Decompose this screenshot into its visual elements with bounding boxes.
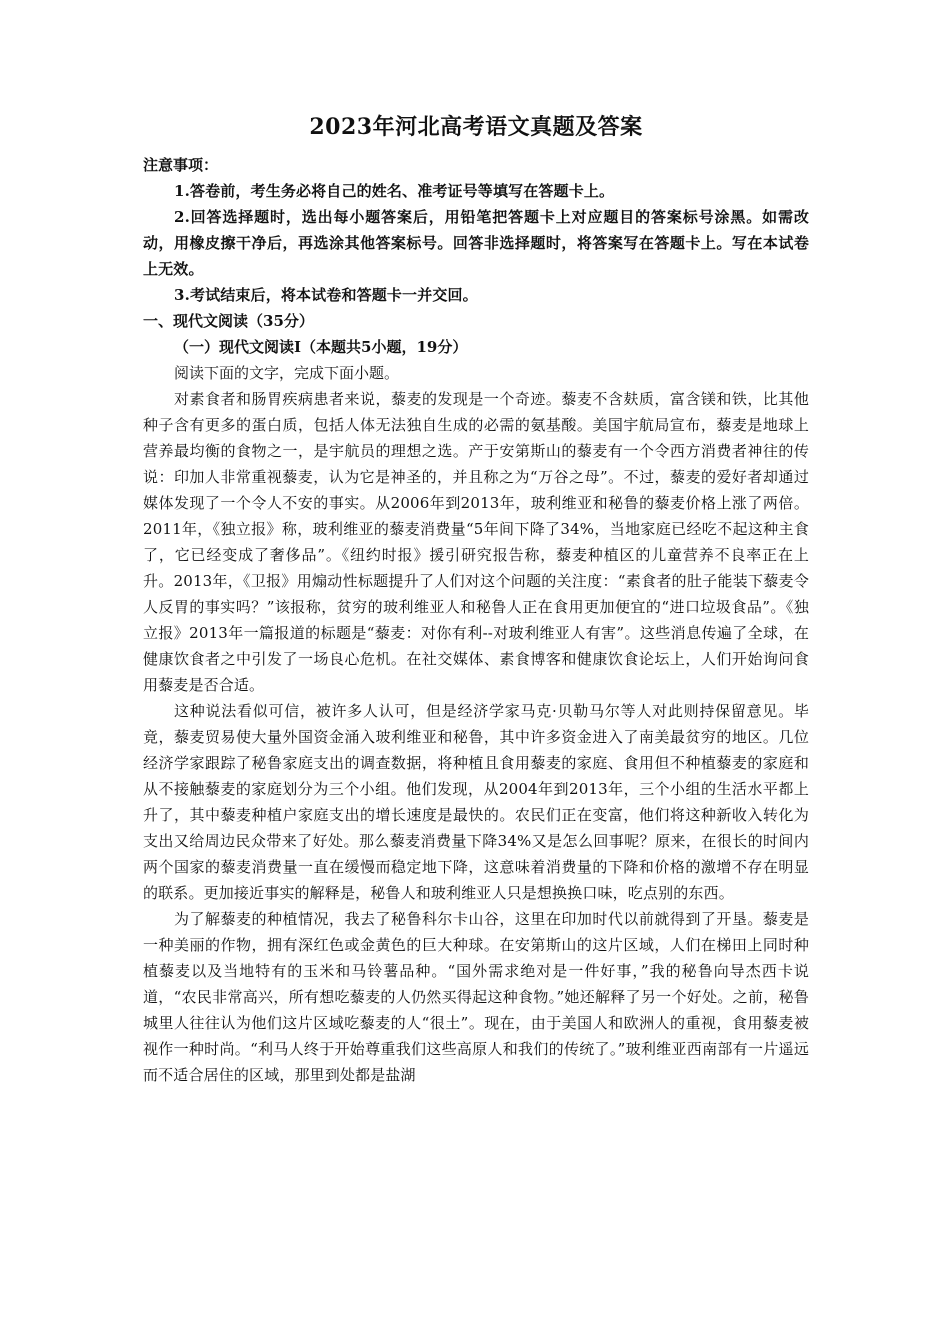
document-page — [143, 112, 809, 1088]
notice-heading: 注意事项： — [143, 156, 219, 174]
reading-instruction: 阅读下面的文字，完成下面小题。 — [174, 364, 400, 382]
passage-paragraph-1: 对素食者和肠胃疾病患者来说，藜麦的发现是一个奇迹。藜麦不含麸质，富含镁和铁，比其他种子含有更多的蛋白质，包括人体无法独自生成的必需的氨基酸。美国宇航局宣布，藜麦是地球上营养最均衡的食物之一，是宇航员的理想之选。产于安第斯山的藜麦有一个令西方消费者神往的传说：印加人非常重视藜麦，认为它是神圣的，并且称之为“万谷之母”。不过，藜麦的爱好者却通过媒体发现了一个令人不安的事实。从2006年到2013年，玻利维亚和秘鲁的藜麦价格上涨了两倍。2011年，《独立报》称，玻利维亚的藜麦消费量“5年间下降了34%，当地家庭已经吃不起这种主食了，它已经变成了奢侈品”。《纽约时报》援引研究报告称，藜麦种植区的儿童营养不良率正在上升。2013年，《卫报》用煽动性标题提升了人们对这个问题的关注度：“素食者的肚子能装下藜麦令人反胃的事实吗？”该报称，贫穷的玻利维亚人和秘鲁人正在食用更加便宜的“进口垃圾食品”。《独立报》2013年一篇报道的标题是“藜麦：对你有利--对玻利维亚人有害”。这些消息传遍了全球，在健康饮食者之中引发了一场良心危机。在社交媒体、素食博客和健康饮食论坛上，人们开始询问食用藜麦是否合适。 — [143, 390, 809, 694]
section-heading: 一、现代文阅读（35分） — [143, 312, 314, 330]
notice-item-2: 2.回答选择题时，选出每小题答案后，用铅笔把答题卡上对应题目的答案标号涂黑。如需改动，用橡皮擦干净后，再选涂其他答案标号。回答非选择题时，将答案写在答题卡上。写在本试卷上无效。 — [143, 208, 809, 278]
document-title: 2023年河北高考语文真题及答案 — [309, 114, 643, 140]
passage-paragraph-2: 这种说法看似可信，被许多人认可，但是经济学家马克·贝勒马尔等人对此则持保留意见。毕竟，藜麦贸易使大量外国资金涌入玻利维亚和秘鲁，其中许多资金进入了南美最贫穷的地区。几位经济学家跟踪了秘鲁家庭支出的调查数据，将种植且食用藜麦的家庭、食用但不种植藜麦的家庭和从不接触藜麦的家庭划分为三个小组。他们发现，从2004年到2013年，三个小组的生活水平都上升了，其中藜麦种植户家庭支出的增长速度是最快的。农民们正在变富，他们将这种新收入转化为支出又给周边民众带来了好处。那么藜麦消费量下降34%又是怎么回事呢？原来，在很长的时间内两个国家的藜麦消费量一直在缓慢而稳定地下降，这意味着消费量的下降和价格的激增不存在明显的联系。更加接近事实的解释是，秘鲁人和玻利维亚人只是想换换口味，吃点别的东西。 — [143, 702, 809, 902]
notice-item-1: 1.答卷前，考生务必将自己的姓名、准考证号等填写在答题卡上。 — [174, 182, 615, 200]
passage-paragraph-3: 为了解藜麦的种植情况，我去了秘鲁科尔卡山谷，这里在印加时代以前就得到了开垦。藜麦是一种美丽的作物，拥有深红色或金黄色的巨大种球。在安第斯山的这片区域，人们在梯田上同时种植藜麦以及当地特有的玉米和马铃薯品种。“国外需求绝对是一件好事，”我的秘鲁向导杰西卡说道，“农民非常高兴，所有想吃藜麦的人仍然买得起这种食物。”她还解释了另一个好处。之前，秘鲁城里人往往认为他们这片区域吃藜麦的人“很土”。现在，由于美国人和欧洲人的重视，食用藜麦被视作一种时尚。“利马人终于开始尊重我们这些高原人和我们的传统了。”玻利维亚西南部有一片遥远而不适合居住的区域，那里到处都是盐湖 — [143, 910, 809, 1084]
subsection-heading: （一）现代文阅读Ⅰ（本题共5小题，19分） — [174, 338, 468, 356]
notice-item-3: 3.考试结束后，将本试卷和答题卡一并交回。 — [174, 286, 478, 304]
